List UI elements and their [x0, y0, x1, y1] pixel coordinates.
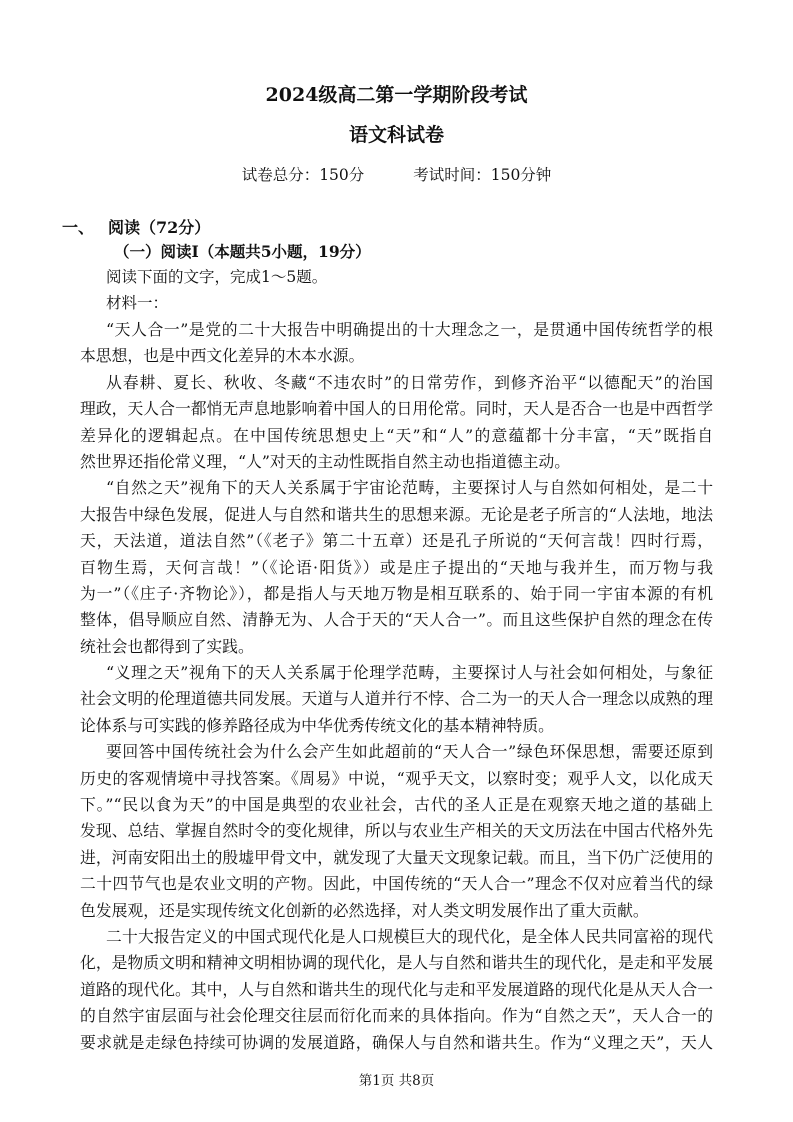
paragraph [80, 739, 713, 924]
text-line: 二十四节气也是农业文明的产物。因此，中国传统的“天人合一”理念不仅对应着当代的绿 [80, 874, 713, 894]
section-number: 一、 [62, 218, 95, 237]
text-line: 道路的现代化。其中，人与自然和谐共生的现代化与走和平发展道路的现代化是从天人合一 [80, 979, 713, 999]
text-line: 本思想，也是中西文化差异的木本水源。 [80, 346, 365, 366]
text-line: 下。”“民以食为天”的中国是典型的农业社会，古代的圣人正是在观察天地之道的基础上 [80, 795, 713, 815]
subsection-heading: （一）阅读I（本题共5小题，19分） [114, 242, 371, 261]
exam-time: 考试时间：150分钟 [413, 166, 552, 184]
material-label: 材料一： [106, 294, 169, 312]
paragraph [80, 924, 713, 1056]
text-line: 大报告中绿色发展，促进人与自然和谐共生的思想来源。无论是老子所言的“人法地，地法 [80, 504, 713, 524]
text-line: 色发展观，还是实现传统文化创新的必然选择，对人类文明发展作出了重大贡献。 [80, 900, 649, 920]
text-line: 天，天法道，道法自然”（《老子》第二十五章）还是孔子所说的“天何言哉！四时行焉， [80, 531, 713, 551]
section-heading [62, 215, 210, 238]
exam-subtitle: 语文科试卷 [348, 124, 444, 146]
text-line: 的自然宇宙层面与社会伦理交往层而衍化而来的具体指向。作为“自然之天”，天人合一的 [80, 1006, 713, 1026]
text-line: 二十大报告定义的中国式现代化是人口规模巨大的现代化，是全体人民共同富裕的现代 [106, 926, 713, 946]
page-footer: 第1页 共8页 [358, 1073, 435, 1089]
text-line: 化，是物质文明和精神文明相协调的现代化，是人与自然和谐共生的现代化，是走和平发展 [80, 953, 713, 973]
passage-body [80, 317, 713, 1056]
total-score: 试卷总分：150分 [241, 166, 365, 184]
text-line: “自然之天”视角下的天人关系属于宇宙论范畴，主要探讨人与自然如何相处，是二十 [106, 478, 713, 498]
text-line: 从春耕、夏长、秋收、冬藏“不违农时”的日常劳作，到修齐治平“以德配天”的治国 [106, 372, 713, 392]
section-title: 阅读（72分） [108, 218, 211, 237]
paragraph [80, 660, 713, 739]
text-line: “天人合一”是党的二十大报告中明确提出的十大理念之一，是贯通中国传统哲学的根 [106, 320, 713, 339]
exam-meta [0, 163, 793, 185]
exam-title: 2024级高二第一学期阶段考试 [265, 84, 528, 106]
text-line: 统社会也都得到了实践。 [80, 636, 254, 656]
text-line: 进，河南安阳出土的殷墟甲骨文中，就发现了大量天文现象记载。而且，当下仍广泛使用的 [80, 847, 713, 867]
text-line: 社会文明的伦理道德共同发展。天道与人道并行不悖、合二为一的天人合一理念以成熟的理 [80, 689, 713, 709]
text-line: 发现、总结、掌握自然时令的变化规律，所以与农业生产相关的天文历法在中国古代格外先 [80, 821, 713, 841]
text-line: 要回答中国传统社会为什么会产生如此超前的“天人合一”绿色环保思想，需要还原到 [106, 742, 713, 762]
text-line: 整体，倡导顺应自然、清静无为、人合于天的“天人合一”。而且这些保护自然的理念在传 [80, 610, 713, 630]
text-line: 论体系与可实践的修养路径成为中华优秀传统文化的基本精神特质。 [80, 715, 554, 735]
text-line: 然世界还指伦常义理，“人”对天的主动性既指自然主动也指道德主动。 [80, 451, 571, 471]
instruction: 阅读下面的文字，完成1～5题。 [106, 268, 328, 286]
text-line: “义理之天”视角下的天人关系属于伦理学范畴，主要探讨人与社会如何相处，与象征 [106, 663, 713, 683]
text-line: 为一”（《庄子·齐物论》），都是指人与天地万物是相互联系的、始于同一宇宙本源的有机 [80, 583, 713, 603]
text-line: 差异化的逻辑起点。在中国传统思想史上“天”和“人”的意蕴都十分丰富，“天”既指自 [80, 425, 713, 445]
text-line: 百物生焉，天何言哉！”（《论语·阳货》）或是庄子提出的“天地与我并生，而万物与我 [80, 557, 713, 577]
paragraph [80, 370, 713, 476]
text-line: 历史的客观情境中寻找答案。《周易》中说，“观乎天文，以察时变；观乎人文，以化成天 [80, 768, 713, 788]
paragraph [80, 317, 713, 370]
paragraph [80, 475, 713, 660]
text-line: 理政，天人合一都悄无声息地影响着中国人的日用伦常。同时，天人是否合一也是中西哲学 [80, 399, 713, 419]
text-line: 要求就是走绿色持续可协调的发展道路，确保人与自然和谐共生。作为“义理之天”，天人 [80, 1032, 713, 1052]
